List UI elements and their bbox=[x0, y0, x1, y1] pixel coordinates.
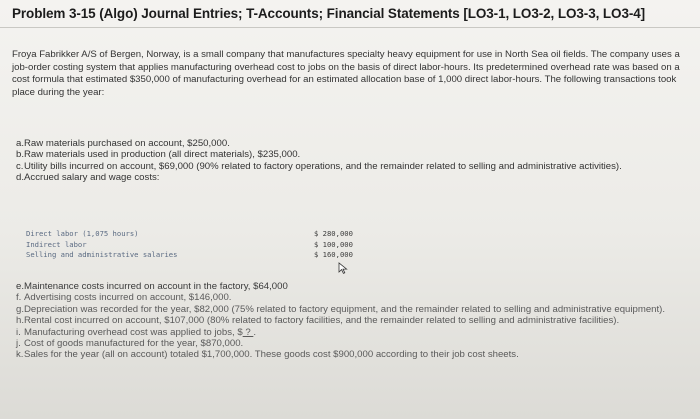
transaction-d: d. Accrued salary and wage costs: bbox=[16, 172, 160, 184]
problem-intro: Froya Fabrikker A/S of Bergen, Norway, is a small company that manufactures specialty heavy equipment for use in North Sea oil fields. The company uses a job-order costing system that applies manufacturing overhead cost to jobs on the basis of direct labor-hours. Its predetermined overhead rate was based on a cost formula that estimated $350,000 of manufacturing overhead for an estimated allocation base of 1,000 direct labor-hours. The following transactions took place during the year: bbox=[12, 49, 680, 98]
transaction-list-e-k bbox=[16, 281, 692, 361]
problem-title: Problem 3-15 (Algo) Journal Entries; T-Accounts; Financial Statements [LO3-1, LO3-2, LO3-3, LO3-4] bbox=[12, 6, 646, 21]
transaction-g: g. Depreciation was recorded for the year, $82,000 (75% related to factory equipment, and the remainder related to selling and administrative equipment). bbox=[16, 303, 666, 315]
wage-row-direct-labor: Direct labor (1,075 hours) $ 280,000 bbox=[26, 229, 353, 238]
transaction-b: b. Raw materials used in production (all direct materials), $235,000. bbox=[16, 149, 301, 161]
title-divider bbox=[0, 27, 700, 28]
transaction-f: f. Advertising costs incurred on account, $146,000. bbox=[16, 292, 232, 304]
transaction-h: h. Rental cost incurred on account, $107,000 (80% related to factory facilities, and the remainder related to selling and administrative facilities). bbox=[16, 315, 620, 327]
applied-overhead-blank[interactable]: ? bbox=[242, 326, 254, 338]
transaction-list-a-d bbox=[16, 138, 692, 184]
transaction-i: i. Manufacturing overhead cost was applied to jobs, $ ? . bbox=[16, 326, 256, 338]
mouse-pointer-icon bbox=[338, 262, 348, 274]
wage-row-selling-admin: Selling and administrative salaries $ 160,000 bbox=[26, 250, 353, 259]
wage-row-indirect-labor: Indirect labor $ 100,000 bbox=[26, 239, 353, 249]
transaction-k: k. Sales for the year (all on account) totaled $1,700,000. These goods cost $900,000 according to their job cost sheets. bbox=[16, 349, 519, 361]
transaction-e: e. Maintenance costs incurred on account in the factory, $64,000 bbox=[16, 281, 288, 292]
wage-cost-table bbox=[26, 229, 386, 261]
transaction-a: a. Raw materials purchased on account, $250,000. bbox=[16, 138, 230, 149]
transaction-c: c. Utility bills incurred on account, $69,000 (90% related to factory operations, and the remainder related to selling and administrative activities). bbox=[16, 160, 622, 172]
transaction-j: j. Cost of goods manufactured for the year, $870,000. bbox=[16, 338, 244, 350]
